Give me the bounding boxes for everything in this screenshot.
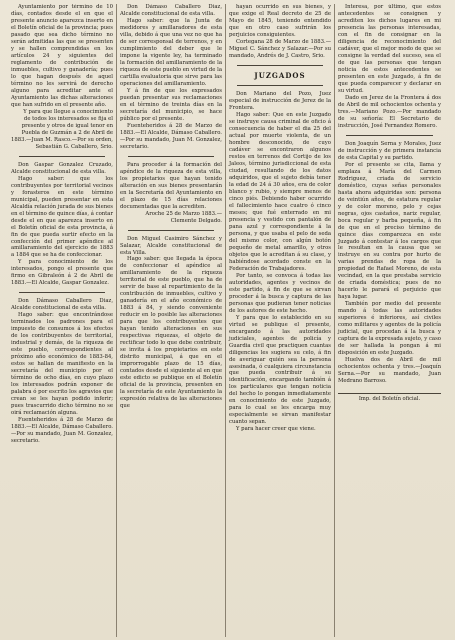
notice-heading: Don Joaquín Serna y Morales, Juez de instrucción y de primera instancia de esta Capital y su partido. <box>338 140 441 161</box>
paragraph: Por tanto, se convoca á todas las autoridades, agentes y vecinos de este partido, á fin de que se sirvan proceder á la busca y captura de las personas que pudieran tener noticias de los autores de este hecho. <box>229 272 331 314</box>
paragraph: Aroche 25 de Marzo 1883.—Clemente Delgado. <box>145 210 222 224</box>
divider <box>128 156 214 157</box>
paragraph: Hago saber: que encontrándose terminados los padrones para el impuesto de consumos á los efectos de los contribuyentes de territorial, industrial y demás, de la riqueza de este pueblo, correspondientes al próximo año económico de 1883-84, estos se hallan de manifiesto en la secretaría del municipio por el término de ocho días, en cuyo plazo los interesados podrán exponer de palabra ó por escrito los agravios que crean se les hayan podido inferir; pues trascurrido dicho término no se oirá reclamación alguna. <box>11 312 113 417</box>
paragraph: hayan ocurrido en sus bienes, y que exige el Real decreto de 25 de Mayo de 1845, teniendo entendido que en otro caso sufrirán los perjuicios consiguientes. <box>229 4 331 38</box>
paragraph: Hago saber: que los contribuyentes por territorial vecinos y forasteros en este término municipal, pueden presentar en esta Alcaldía relación jurada de sus bienes en el término de quince días, á contar desde el en que aparezca inserto en el Boletín oficial de esta provincia, á fin de que pueda surtir efecto en la confección del primer apéndice al amillaramiento del ejercicio de 1883 a 1884 que se ha de confeccionar. <box>11 175 113 259</box>
notice-heading: Don Dámaso Caballero Diaz, Alcalde constitucional de esta villa. <box>120 4 222 17</box>
notice-heading: Don Miguel Casimiro Sánchez y Salazar, Alcalde constitucional de esta Villa. <box>120 235 222 256</box>
paragraph: Hago saber: que llegada la época de confeccionar el apéndice al amillaramiento de la riqueza territorial de este pueblo, que ha de servir de base al repartimiento de la contribución de inmuebles, cultivo y ganadería en el año económico de 1883 á 84, y siendo conveniente reducir en lo posible las alteraciones para que los contribuyentes que hayan tenido alteraciones en sus respectivas riquezas, el objeto de rectificar todo lo que debe contribuir, se invita á los propietarios en este distrito municipal, á que en el improrrogable plazo de 15 días, contados desde el siguiente al en que este edicto se publique en el Boletín oficial de la provincia, presenten en la secretaría de este Ayuntamiento la expresión relativa de las alteraciones que <box>120 256 222 410</box>
paragraph: Y para que llegue a conocimiento de todos los interesados se fija el presente y otros de igual tenor en Puebla de Guzmán a 2 de Abril de 1883.—Juan M. Rasco.—Por su orden, Sebastián G. Caballero, Srio. <box>11 108 113 150</box>
paragraph: Para proceder á la formación del apéndice de la riqueza de esta villa, los propietarios que hayan tenido alteración en sus bienes presentarán en la Secretaría del Ayuntamiento en el plazo de 15 días relaciones documentadas que la acrediten. <box>120 161 222 210</box>
notice-heading: Don Dámaso Caballero Diaz, Alcalde constitucional de esta villa. <box>11 298 113 312</box>
footer <box>338 393 441 403</box>
paragraph: Interesa, por último, que estos antecedentes se consignen y acrediten los dichos lugares en mi presencia las personas interesadas, con el fin de consignar en la diligencia de reconocimiento del cadáver, que el mejor modo de que se consigne la verdad del suceso, sea el de que las personas que tengan noticia de estos antecedentes se presenten en este Juzgado, á fin de que pueda comparecer y declarar en su virtud. <box>338 4 441 94</box>
column-2 <box>117 4 226 637</box>
paragraph: Cortegana 28 de Marzo de 1883.—Miguel C. Sánchez y Salazar.—Por su mandado, Andrés de J. Castro, Srio. <box>229 38 331 59</box>
divider <box>237 65 323 66</box>
paragraph: Y á fin de que los expresados puedan presentar sus reclamaciones en el término de treinta días en la secretaría del municipio, se hace público por el presente. <box>120 87 222 122</box>
paragraph: Y para que lo establecido en su virtud se publique el presente, encargando á las autoridades judiciales, agentes de policía y Guardia civil que practiquen cuantas diligencias les sugiera su celo, á fin de averiguar quién sea la persona asesinada, ó cualquiera circunstancia que pueda contribuir á su identificación, encargando también á los particulares que tengan noticia del hecho lo pongan inmediatamente en conocimiento de este Juzgado, para lo cual se les encarga muy especialmente se sirvan manifestar cuanto sepan. <box>229 314 331 426</box>
paragraph: Dado en Jerez de la Frontera á dos de Abril de mil ochocientos ochenta y tres.—Mariano Pozo.—Por mandado de su señoría: El Secretario de instrucción, José Fernandez Romero. <box>338 94 441 129</box>
paragraph: Hago saber: que la Junta de medidores y amillaradores de esta villa, debido á que una vez no que ha de ser corresponsal de terrenos, y en cumplimiento del deber que le impone la vigente ley, ha terminado la formación del amillaramiento de la riqueza de este pueblo en virtud de la cartilla evaluatoria que sirve para las operaciones del amillaramiento. <box>120 17 222 87</box>
column-4 <box>335 4 444 637</box>
divider <box>237 85 323 86</box>
divider <box>19 292 105 293</box>
paragraph: Hago saber: Que en este Juzgado se instruye causa criminal de oficio á consecuencia de haber el dia 25 del actual por muerte violenta, de un hombre desconocido, de cuyo cadáver se encontraron algunos restos en terrenos del Cortijo de los Jaleos, término jurisdiccional de esta ciudad, resultando de los datos adquiridos, que el sujeto debía tener la edad de 24 á 30 años, era de color blanco y rubio, y siempre menos de cinco piés. Debiendo haber ocurrido el fallecimiento hace cuatro ó cinco meses; que fué enterrado en mi presencia y vestido con pantalón de pana azul y correspondiente á la persona, y que usaba el pelo de seda del mismo color, con algún botón pequeño de metal amarillo, y otros objetos que le acreditan á su clase, y habiéndose acordado conste en la Federación de Trabajadores. <box>229 112 331 272</box>
notice-heading: Don Gaspar Gonzalez Cruzado, Alcalde constitucional de esta villa. <box>11 161 113 175</box>
divider <box>128 230 214 231</box>
columns <box>8 4 449 637</box>
column-3 <box>226 4 335 637</box>
column-1 <box>8 4 117 637</box>
paragraph: Huelva dos de Abril de mil ochocientos ochenta y tres.—Joaquín Serna.—Por su mandado, Juan Medrano Barroso. <box>338 357 441 385</box>
paragraph: También por medio del presente mando á todas las autoridades superiores é inferiores, así civiles como militares y agentes de la policía judicial, que procedan á la busca y captura de la expresada sujeto, y caso de ser hallada la pongan á mi disposición en este Juzgado. <box>338 301 441 357</box>
paragraph: Ayuntamiento por término de 10 días, contados desde el en que el presente anuncio aparezca inserto en el Boletín oficial de la provincia; pues pasado que sea dicho término no serán admitidas las que se presenten y se hallen comprendidas en los artículos 24 y siguientes del reglamento de contribución de inmuebles, cultivo y ganadería; pues lo que hagan después de aquel término no les servirá de derecho alguno para acreditar ante el Ayuntamiento las dichas alteraciones que han sufrido en el presente año. <box>11 4 113 108</box>
paragraph: Fuenteheridos á 28 de Marzo de 1883.—El Alcalde, Dámaso Caballero.—Por su mandado, Juan M. Gonzalez, secretario. <box>120 122 222 150</box>
paragraph: Y para hacer creer que viene. <box>236 426 316 433</box>
divider <box>19 156 105 157</box>
paragraph: Por el presente se cita, llama y emplaza á María del Carmen Rodriguez, criada de servicio doméstico, cuyas señas personales hasta ahora adquiridas son: persona de veintiún años, de estatura regular y de color moreno, pelo y cejas negras, ojos castaños, nariz regular, boca regular y barba pequeña, á fin de que en el preciso término de quince días comparezca en este Juzgado á contestar á los cargos que le resultan en la causa que se instruye en su contra por hurto de varias prendas de ropa de la propiedad de Rafael Moreno, de esta vecindad, en la que prestaba servicio de criada doméstica; pues de no hacerlo le parará el perjuicio que haya lugar. <box>338 161 441 301</box>
notice-heading: Don Mariano del Pozo, Juez especial de instrucción de Jerez de la Frontera. <box>229 91 331 112</box>
divider <box>338 393 441 394</box>
paragraph: Y para conocimiento de los interesados, pongo el presente que firmo en Gibraleón á 2 de Abril de 1883.—El Alcalde, Gaspar Gonzalez. <box>11 259 113 287</box>
printer-imprint: Imp. del Boletín oficial. <box>358 396 421 403</box>
paragraph: Fuenteheridos á 28 de Marzo de 1883.—El Alcalde, Dámaso Caballero.—Por su mandado, Juan M. Gonzalez, secretario. <box>11 417 113 445</box>
section-title: JUZGADOS <box>254 70 306 80</box>
divider <box>346 135 433 136</box>
